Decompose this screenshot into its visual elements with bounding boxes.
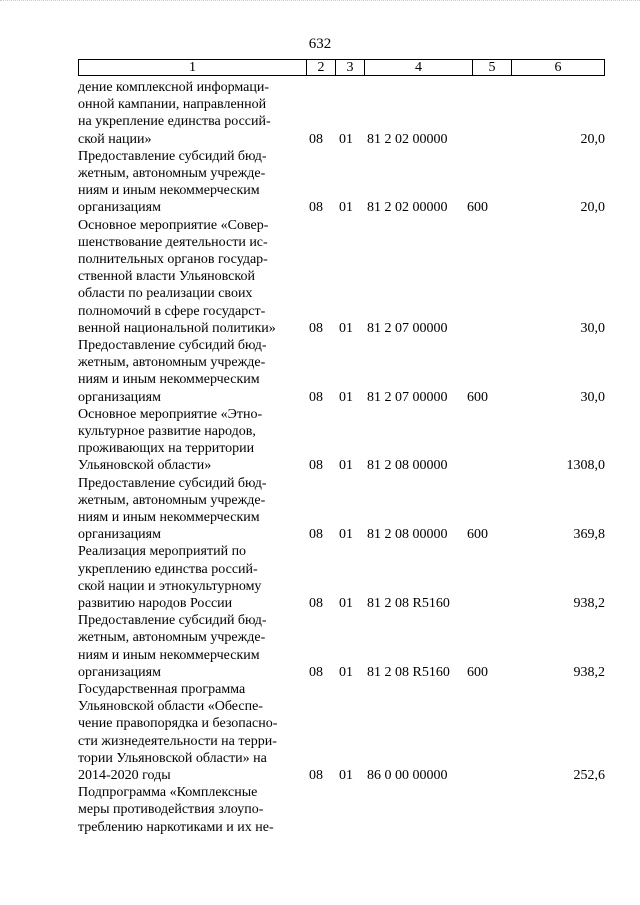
- col-rz: 08: [309, 389, 323, 405]
- col-pr: 01: [339, 131, 353, 147]
- col-sum: 20,0: [580, 200, 605, 216]
- col-rz: 08: [309, 595, 323, 611]
- col-pr: 01: [339, 458, 353, 474]
- row-name-line: организациям: [78, 664, 161, 680]
- header-col-3: 3: [335, 60, 364, 75]
- row-name-line: жетным, автономным учрежде-: [78, 355, 266, 371]
- row-name-line: на укрепление единства россий-: [78, 114, 271, 130]
- row-name-line: дение комплексной информаци-: [78, 80, 270, 95]
- row-name: [78, 148, 300, 217]
- col-sum: 1308,0: [566, 458, 605, 474]
- row-name: [78, 406, 300, 475]
- row-name-line: Основное мероприятие «Этно-: [78, 406, 263, 422]
- header-col-5: 5: [472, 60, 511, 75]
- row-name-line: ниям и иным некоммерческим: [78, 647, 260, 663]
- row-name-line: полнительных органов государ-: [78, 252, 268, 267]
- col-rz: 08: [309, 664, 323, 680]
- col-pr: 01: [339, 664, 353, 680]
- col-csr: 81 2 08 R5160: [367, 595, 450, 611]
- col-pr: 01: [339, 200, 353, 216]
- row-name-line: ственной власти Ульяновской: [78, 269, 255, 285]
- row-name-line: тории Ульяновской области» на: [78, 750, 267, 766]
- row-name: [78, 475, 300, 544]
- col-rz: 08: [309, 320, 323, 336]
- row-name-line: жетным, автономным учрежде-: [78, 630, 266, 646]
- row-name-line: ниям и иным некоммерческим: [78, 510, 260, 525]
- row-name-line: треблению наркотиками и их не-: [78, 819, 274, 835]
- col-csr: 81 2 02 00000: [367, 131, 448, 147]
- row-name-line: Подпрограмма «Комплексные: [78, 785, 258, 801]
- row-name-line: шенствование деятельности ис-: [78, 234, 268, 250]
- col-sum: 30,0: [580, 320, 605, 336]
- col-csr: 81 2 08 00000: [367, 527, 448, 543]
- col-sum: 30,0: [580, 389, 605, 405]
- col-rz: 08: [309, 527, 323, 543]
- row-name-line: венной национальной политики»: [78, 320, 276, 336]
- col-vr: 600: [467, 389, 488, 405]
- row-name: [78, 681, 300, 784]
- col-pr: 01: [339, 768, 353, 783]
- col-sum: 938,2: [573, 664, 605, 680]
- row-name-line: ниям и иным некоммерческим: [78, 372, 260, 388]
- row-name: [78, 612, 300, 681]
- page-number: 632: [308, 36, 332, 52]
- col-vr: 600: [467, 664, 488, 680]
- col-rz: 08: [309, 131, 323, 147]
- header-col-1: 1: [189, 59, 196, 75]
- row-name-line: Реализация мероприятий по: [78, 544, 247, 560]
- row-name-line: культурное развитие народов,: [78, 424, 256, 439]
- row-name-line: организациям: [78, 527, 161, 543]
- row-name-line: жетным, автономным учрежде-: [78, 166, 266, 181]
- row-name-line: укреплению единства россий-: [78, 561, 258, 577]
- col-csr: 81 2 08 00000: [367, 458, 448, 474]
- col-pr: 01: [339, 320, 353, 336]
- row-name-line: меры противодействия злоупо-: [78, 802, 264, 818]
- row-name-line: ниям и иным некоммерческим: [78, 183, 260, 199]
- row-name: [78, 217, 300, 337]
- row-name-line: Предоставление субсидий бюд-: [78, 613, 267, 629]
- row-name-line: ской нации и этнокультурному: [78, 578, 262, 594]
- col-csr: 86 0 00 00000: [367, 768, 448, 783]
- row-name-line: Ульяновской области»: [78, 458, 212, 474]
- row-name-line: Основное мероприятие «Совер-: [78, 217, 269, 233]
- col-rz: 08: [309, 458, 323, 474]
- col-csr: 81 2 02 00000: [367, 200, 448, 216]
- header-col-6: 6: [511, 60, 604, 75]
- row-name-line: проживающих на территории: [78, 441, 255, 457]
- header-col-4: 4: [364, 60, 472, 75]
- col-rz: 08: [309, 768, 323, 783]
- row-name-line: жетным, автономным учрежде-: [78, 492, 266, 508]
- col-sum: 369,8: [573, 527, 605, 543]
- row-name: [78, 784, 300, 836]
- row-name-line: 2014-2020 годы: [78, 768, 171, 784]
- row-name-line: Предоставление субсидий бюд-: [78, 475, 267, 491]
- row-name-line: организациям: [78, 389, 161, 405]
- row-name-line: Предоставление субсидий бюд-: [78, 148, 267, 164]
- row-name-line: Государственная программа: [78, 682, 246, 697]
- col-csr: 81 2 07 00000: [367, 389, 448, 405]
- scan-border-marks: [0, 0, 640, 15]
- col-pr: 01: [339, 389, 353, 405]
- row-name-line: чение правопорядка и безопасно-: [78, 716, 278, 732]
- row-name-line: онной кампании, направленной: [78, 97, 267, 113]
- row-name: [78, 337, 300, 406]
- col-vr: 600: [467, 527, 488, 543]
- row-name-line: организациям: [78, 200, 161, 216]
- col-sum: 938,2: [573, 595, 605, 611]
- row-name: [78, 543, 300, 612]
- row-name-line: Предоставление субсидий бюд-: [78, 338, 267, 353]
- row-name-line: развитию народов России: [78, 596, 233, 611]
- col-sum: 252,6: [573, 768, 605, 783]
- row-name: [78, 79, 300, 148]
- col-pr: 01: [339, 527, 353, 543]
- col-csr: 81 2 07 00000: [367, 320, 448, 336]
- row-name-line: полномочий в сфере государст-: [78, 303, 266, 319]
- row-name-line: ской нации»: [78, 131, 152, 147]
- table-header: [78, 59, 605, 76]
- col-sum: 20,0: [580, 131, 605, 147]
- header-col-2: 2: [306, 60, 335, 75]
- col-rz: 08: [309, 200, 323, 216]
- row-name-line: сти жизнедеятельности на терри-: [78, 733, 277, 749]
- row-name-line: Ульяновской области «Обеспе-: [78, 699, 263, 715]
- col-csr: 81 2 08 R5160: [367, 664, 450, 680]
- col-pr: 01: [339, 595, 353, 611]
- row-name-line: области по реализации своих: [78, 286, 253, 302]
- col-vr: 600: [467, 200, 488, 216]
